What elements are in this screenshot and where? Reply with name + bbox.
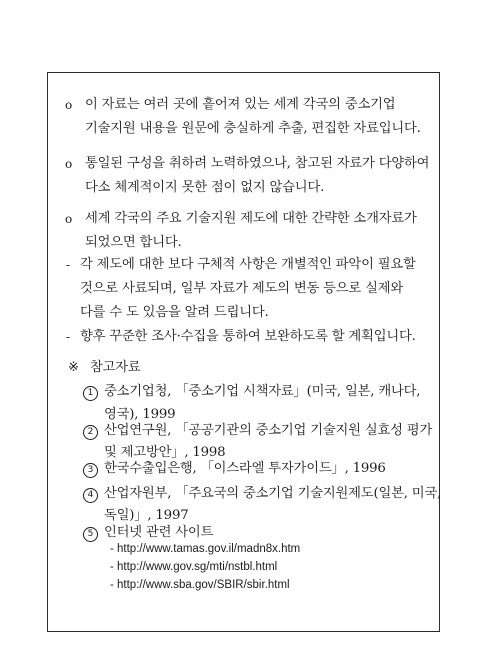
reference-5-line-1: 인터넷 관련 사이트 (104, 525, 214, 540)
intro-2-line-2: 다소 체계적이지 못한 점이 없지 않습니다. (85, 180, 325, 195)
note-1-bullet: - (66, 258, 71, 272)
note-1-line-2: 것으로 사료되며, 일부 자료가 제도의 변동 등으로 실제와 (80, 281, 404, 296)
reference-3-number: 3 (83, 463, 98, 478)
reference-1-line-1: 중소기업청, 「중소기업 시책자료」(미국, 일본, 캐나다, (104, 384, 421, 399)
reference-4-number: 4 (83, 488, 98, 503)
intro-3-line-1: 세계 각국의 주요 기술지원 제도에 대한 간략한 소개자료가 (85, 211, 417, 226)
intro-3-line-2: 되었으면 합니다. (85, 235, 182, 250)
reference-4-line-1: 산업자원부, 「주요국의 중소기업 기술지원제도(일본, 미국, (104, 486, 442, 501)
reference-2-line-1: 산업연구원, 「공공기관의 중소기업 기술지원 실효성 평가 (104, 423, 433, 438)
note-1-line-1: 각 제도에 대한 보다 구체적 사항은 개별적인 파악이 필요할 (80, 257, 416, 272)
reference-1-line-2: 영국), 1999 (104, 407, 176, 422)
reference-2-number: 2 (83, 425, 98, 440)
intro-1-line-1: 이 자료는 여러 곳에 흩어져 있는 세계 각국의 중소기업 (85, 97, 396, 112)
note-2-bullet: - (66, 330, 71, 344)
intro-1-line-2: 기술지원 내용을 원문에 충실하게 추출, 편집한 자료입니다. (85, 121, 421, 136)
reference-mark: ※ (68, 360, 79, 375)
reference-4-line-2: 독일)」, 1997 (104, 508, 189, 523)
intro-1-bullet: o (65, 98, 73, 112)
url-link-2[interactable]: - http://www.gov.sg/mti/nstbl.html (110, 561, 278, 573)
references-title: 참고자료 (90, 360, 141, 375)
url-link-1[interactable]: - http://www.tamas.gov.il/madn8x.htm (110, 543, 301, 555)
note-2-line-1: 향후 꾸준한 조사·수집을 통하여 보완하도록 할 계획입니다. (80, 329, 416, 344)
reference-5-number: 5 (83, 527, 98, 542)
reference-3-line-1: 한국수출입은행, 「이스라엘 투자가이드」, 1996 (104, 461, 386, 476)
reference-1-number: 1 (83, 386, 98, 401)
intro-3-bullet: o (65, 212, 73, 226)
reference-2-line-2: 및 제고방안」, 1998 (104, 445, 226, 460)
url-link-3[interactable]: - http://www.sba.gov/SBIR/sbir.html (110, 579, 290, 591)
intro-2-line-1: 통일된 구성을 취하려 노력하였으나, 참고된 자료가 다양하여 (85, 156, 430, 171)
intro-2-bullet: o (65, 157, 73, 171)
note-1-line-3: 다를 수 도 있음을 알려 드립니다. (80, 305, 269, 320)
